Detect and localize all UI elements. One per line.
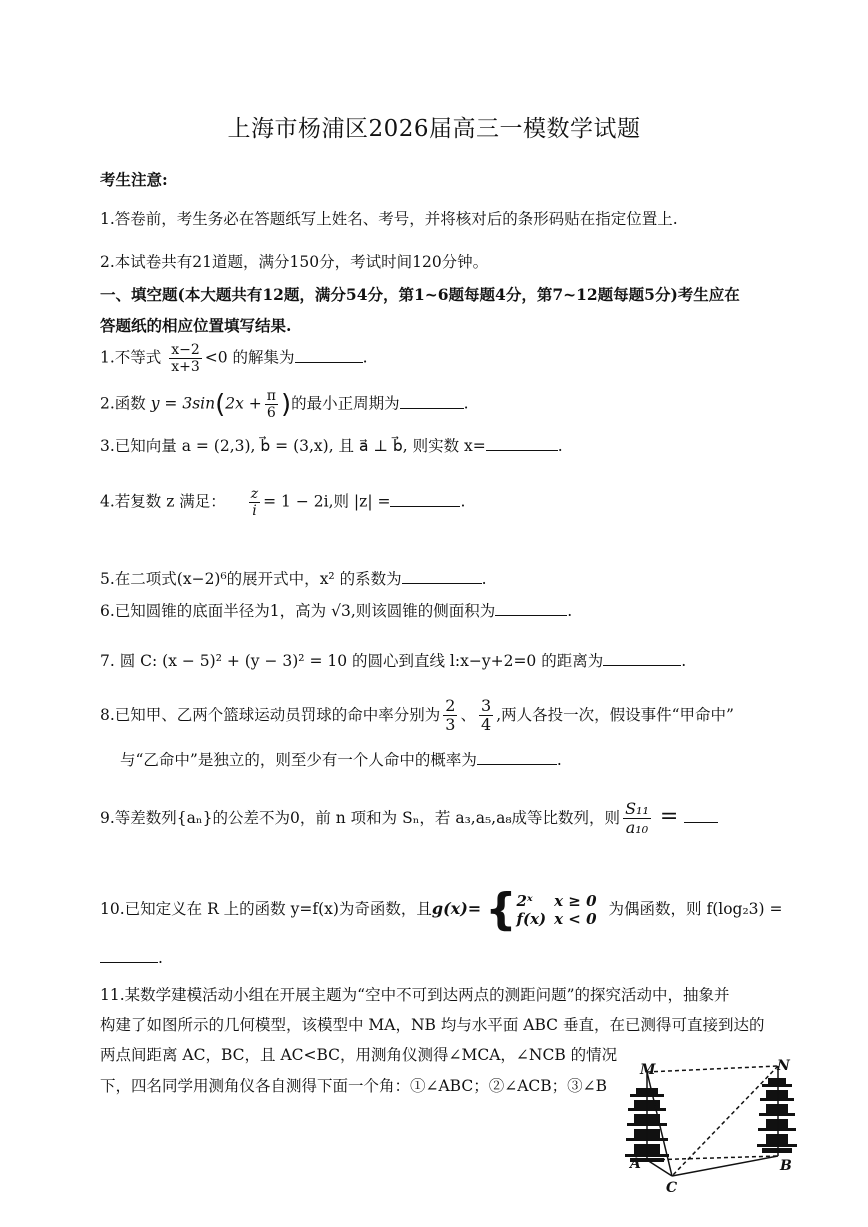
q8-answer-blank[interactable] [477,750,557,765]
question-11-line1: 11.某数学建模活动小组在开展主题为“空中不可到达两点的测距问题”的探究活动中，抽象并 [100,986,730,1004]
q10-answer-blank[interactable] [100,948,158,963]
section1-heading-line1: 一、填空题(本大题共有12题，满分54分，第1~6题每题4分，第7~12题每题5分)考生应在 [100,285,740,304]
q1-answer-blank[interactable] [295,348,363,363]
segment-MN [647,1066,778,1072]
question-9: 9.等差数列{aₙ}的公差不为0，前 n 项和为 Sₙ，若 a₃,a₅,a₈成等比数列，则 $\frac{\text{S₁₁}}{\text{a₁₀}}$ = [100,800,808,838]
q8-fraction-1: $\frac{2}{3}$ [445,696,456,735]
q1-fraction: $\frac{x-2}{x+3}$ [171,342,200,376]
q2-fraction: $\frac{\pi}{6}$ [266,388,276,422]
question-11-line2: 构建了如图所示的几何模型，该模型中 MA，NB 均与水平面 ABC 垂直，在已测得可直接到达的 [100,1016,765,1034]
q9-text: 9.等差数列{aₙ}的公差不为0，前 n 项和为 Sₙ，若 a₃,a₅,a₈成等比数列，则 [100,808,621,827]
question-5: 5.在二项式(x−2)⁶的展开式中，x² 的系数为 . [100,570,487,588]
label-M: M [640,1062,656,1078]
question-2: 2.函数 y = 3sin(2x + $\frac{\pi}{6}$ )的最小正周期为 . [100,388,469,422]
q6-text: 6.已知圆锥的底面半径为1，高为 √3,则该圆锥的侧面积为 [100,602,496,620]
question-4: 4.若复数 z 满足： $\frac{z}{i}$ = 1 − 2i,则 |z| = . [100,486,466,520]
q10-text: 10.已知定义在 R 上的函数 y=f(x)为奇函数，且 [100,900,432,918]
q2-expression: y = 3sin [150,394,216,413]
q10-piecewise: { 2ˣ x ≥ 0 f(x) x < 0 [485,884,597,935]
q9-answer-blank[interactable] [684,808,718,823]
q8-fraction-2: $\frac{3}{4}$ [481,696,492,735]
q2-answer-blank[interactable] [400,394,464,409]
notice-heading: 考生注意: [100,170,168,189]
geometry-figure [622,1058,812,1218]
right-pagoda [757,1078,797,1153]
q7-answer-blank[interactable] [603,651,681,666]
notice-item-2: 2.本试卷共有21道题，满分150分，考试时间120分钟。 [100,253,489,271]
q4-answer-blank[interactable] [390,492,460,507]
q8-line2-text: 与“乙命中”是独立的，则至少有一个人命中的概率为 [120,751,477,769]
notice-item-1: 1.答卷前，考生务必在答题纸写上姓名、考号，并将核对后的条形码贴在指定位置上. [100,210,678,228]
q5-answer-blank[interactable] [402,569,482,584]
q10-text-2: 为偶函数，则 f(log₂3) = [608,900,783,918]
question-8-line2: 与“乙命中”是独立的，则至少有一个人命中的概率为 . [120,751,562,769]
q1-prefix: 1.不等式 [100,348,162,367]
exam-title: 上海市杨浦区2026届高三一模数学试题 [227,116,641,142]
question-11-line4: 下，四名同学用测角仪各自测得下面一个角：①∠ABC；②∠ACB；③∠B [100,1077,608,1095]
q7-text: 7. 圆 C: (x − 5)² + (y − 3)² = 10 的圆心到直线 l:x−y+2=0 的距离为 [100,652,604,670]
question-3: 3.已知向量 a = (2,3), b⃗ = (3,x), 且 a⃗ ⊥ b⃗, 则实数 x= . [100,437,563,455]
question-1: 1.不等式 $\frac{x-2}{x+3}$ <0 的解集为 . [100,342,368,376]
label-B: B [780,1158,792,1174]
label-N: N [777,1058,790,1074]
q6-answer-blank[interactable] [495,601,567,616]
q4-prefix: 4.若复数 z 满足： [100,492,226,511]
q2-prefix: 2.函数 [100,394,146,413]
label-A: A [630,1156,641,1172]
q8-prefix: 8.已知甲、乙两个篮球运动员罚球的命中率分别为 [100,705,441,724]
question-8: 8.已知甲、乙两个篮球运动员罚球的命中率分别为 $\frac{2}{3}$ 、 $\frac{3}{4}$ ,两人各投一次，假设事件“甲命中” [100,696,734,735]
question-11-line3: 两点间距离 AC，BC，且 AC<BC，用测角仪测得∠MCA，∠NCB 的情况 [100,1046,618,1064]
q2-text: 的最小正周期为 [291,394,400,413]
section1-heading-line2: 答题纸的相应位置填写结果. [100,316,292,335]
question-10-line2: . [100,948,808,967]
label-C: C [666,1180,678,1196]
question-10 [100,884,808,935]
q1-text: <0 的解集为 [204,348,295,367]
q4-fraction: $\frac{z}{i}$ [250,486,259,520]
q3-text: 3.已知向量 a = (2,3), b⃗ = (3,x), 且 a⃗ ⊥ b⃗, 则实数 x= [100,437,486,455]
question-7: 7. 圆 C: (x − 5)² + (y − 3)² = 10 的圆心到直线 l:x−y+2=0 的距离为 . [100,652,687,670]
q4-text: = 1 − 2i,则 |z| = [263,492,391,511]
q10-function-name: g(x)= [431,899,482,918]
q5-text: 5.在二项式(x−2)⁶的展开式中，x² 的系数为 [100,570,402,588]
q3-answer-blank[interactable] [486,436,558,451]
q9-fraction: $\frac{\text{S₁₁}}{\text{a₁₀}}$ [625,799,649,838]
q8-text: ,两人各投一次，假设事件“甲命中” [496,705,734,724]
question-6: 6.已知圆锥的底面半径为1，高为 √3,则该圆锥的侧面积为 . [100,602,573,620]
